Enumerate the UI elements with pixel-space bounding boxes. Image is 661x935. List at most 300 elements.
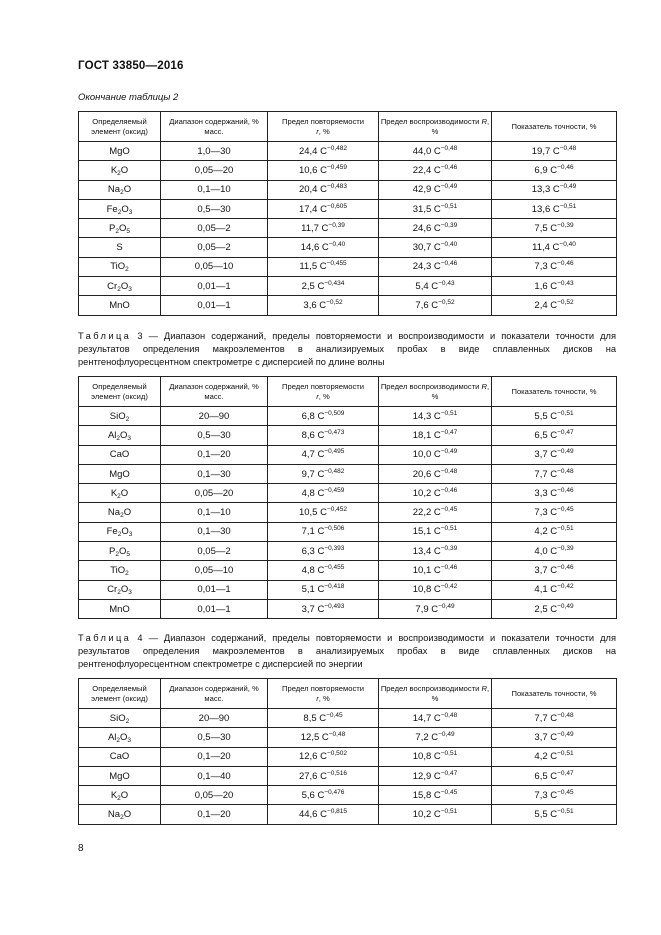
element-cell xyxy=(79,805,161,824)
accuracy-cell xyxy=(492,805,617,824)
table-row xyxy=(79,561,617,580)
element-suffix: $O_3$ xyxy=(120,429,132,442)
value-exponent: −0,48 xyxy=(328,730,346,738)
value-exponent: −0,46 xyxy=(557,486,574,494)
repeatability-cell xyxy=(268,709,379,728)
element-cell xyxy=(79,219,161,238)
element-subscript: 2 xyxy=(120,814,124,822)
accuracy-cell xyxy=(492,199,617,218)
range-cell: 0,1—20 xyxy=(161,805,268,824)
value-exponent: −0,45 xyxy=(557,506,574,514)
value-exponent: −0,459 xyxy=(324,486,345,494)
element-name: K xyxy=(110,789,118,801)
table-row xyxy=(79,805,617,824)
element-name: CaO xyxy=(109,449,130,461)
element-name: S xyxy=(116,242,123,254)
table-row xyxy=(79,142,617,161)
element-cell xyxy=(79,580,161,599)
table-4 xyxy=(78,678,617,825)
table-row xyxy=(79,728,617,747)
reproducibility-cell xyxy=(379,180,492,199)
element-name: Ti xyxy=(110,261,118,273)
value-exponent: −0,42 xyxy=(557,583,574,591)
value-exponent: −0,46 xyxy=(440,564,458,572)
value-exponent: −0,51 xyxy=(557,750,574,758)
reproducibility-cell xyxy=(379,238,492,257)
big-r-symbol: R xyxy=(481,116,488,126)
element-suffix: $O_3$ xyxy=(120,731,132,744)
table-row xyxy=(79,766,617,785)
reproducibility-cell xyxy=(379,747,492,766)
element-suffix: O xyxy=(120,487,129,499)
page-number: 8 xyxy=(78,843,84,854)
element-suffix: $O_2$ xyxy=(117,261,129,274)
element-name: Al xyxy=(107,429,117,441)
element-subscript: 2 xyxy=(115,550,119,558)
value-base: 12,6 C xyxy=(298,751,327,763)
value-exponent: −0,46 xyxy=(440,260,458,268)
value-exponent: −0,52 xyxy=(326,299,343,307)
reproducibility-cell xyxy=(379,484,492,503)
accuracy-cell xyxy=(492,709,617,728)
accuracy-cell xyxy=(492,277,617,296)
caption-text: — Диапазон содержаний, пределы повторяемости и воспроизводимости и показатели точности для результатов определения макроэлементов в анализируемых пробах в виде сплавленных дисков на рентгенофлуоресцентном спектрометре с дисперсией по длине волны xyxy=(78,331,616,367)
value-exponent: −0,815 xyxy=(326,808,348,816)
repeatability-cell xyxy=(268,728,379,747)
value-base: 1,6 C xyxy=(534,280,558,292)
value-base: 7,9 C xyxy=(415,603,439,615)
value-base: 7,3 C xyxy=(534,789,558,801)
element-cell xyxy=(79,445,161,464)
value-base: 7,2 C xyxy=(415,731,439,743)
table-row xyxy=(79,161,617,180)
repeatability-cell xyxy=(268,805,379,824)
range-cell: 0,05—20 xyxy=(161,484,268,503)
element-cell xyxy=(79,296,161,315)
value-base: 5,1 C xyxy=(301,584,325,596)
range-cell: 0,5—30 xyxy=(161,728,268,747)
table-row xyxy=(79,257,617,276)
value-base: 2,5 C xyxy=(301,280,325,292)
value-base: 15,8 C xyxy=(412,789,441,801)
value-base: 7,5 C xyxy=(534,222,558,234)
value-exponent: −0,434 xyxy=(324,279,345,287)
value-base: 22,2 C xyxy=(412,507,441,519)
value-exponent: −0,473 xyxy=(324,428,345,436)
value-exponent: −0,46 xyxy=(557,564,574,572)
col-header-element: Определяемый элемент (оксид) xyxy=(79,679,161,709)
range-cell: 0,01—1 xyxy=(161,599,268,618)
element-subscript: 2 xyxy=(125,717,130,725)
range-cell: 0,01—1 xyxy=(161,296,268,315)
value-exponent: −0,51 xyxy=(440,750,458,758)
table-2-end xyxy=(78,111,617,316)
repeatability-cell xyxy=(268,766,379,785)
value-exponent: −0,459 xyxy=(326,163,348,171)
reproducibility-cell xyxy=(379,464,492,483)
caption-number: 4 xyxy=(137,633,143,643)
repeatability-cell xyxy=(268,257,379,276)
reproducibility-cell xyxy=(379,561,492,580)
col-header-accuracy: Показатель точности, % xyxy=(492,377,617,407)
value-exponent: −0,40 xyxy=(559,241,576,249)
value-base: 27,6 C xyxy=(298,770,327,782)
accuracy-cell xyxy=(492,503,617,522)
element-subscript: 2 xyxy=(120,189,124,197)
value-exponent: −0,47 xyxy=(557,428,574,436)
table-row xyxy=(79,199,617,218)
range-cell: 0,05—2 xyxy=(161,219,268,238)
accuracy-cell xyxy=(492,599,617,618)
element-subscript: 2 xyxy=(116,434,121,442)
value-exponent: −0,39 xyxy=(557,221,574,229)
repeatability-cell xyxy=(268,542,379,561)
accuracy-cell xyxy=(492,407,617,426)
element-subscript: 2 xyxy=(125,415,130,423)
header-row xyxy=(79,112,617,142)
value-base: 6,8 C xyxy=(301,410,325,422)
element-name: Fe xyxy=(106,203,118,215)
value-exponent: −0,482 xyxy=(324,467,345,475)
value-base: 10,2 C xyxy=(412,809,441,821)
value-exponent: −0,49 xyxy=(438,602,455,610)
element-subscript: 2 xyxy=(117,589,121,597)
col-header-range: Диапазон содержаний, % масс. xyxy=(161,679,268,709)
value-base: 13,3 C xyxy=(531,184,560,196)
value-base: 13,4 C xyxy=(412,545,441,557)
repeatability-cell xyxy=(268,747,379,766)
element-subscript: 2 xyxy=(117,794,121,802)
accuracy-cell xyxy=(492,161,617,180)
element-name: MgO xyxy=(109,770,130,782)
table-3-caption xyxy=(78,330,616,369)
table-row xyxy=(79,445,617,464)
repeatability-cell xyxy=(268,238,379,257)
value-exponent: −0,51 xyxy=(557,525,574,533)
reproducibility-cell xyxy=(379,161,492,180)
repeatability-cell xyxy=(268,142,379,161)
element-name: Cr xyxy=(107,280,118,292)
element-suffix: $O_3$ xyxy=(120,280,132,293)
caption-number: 3 xyxy=(137,331,143,341)
accuracy-cell xyxy=(492,580,617,599)
value-base: 7,7 C xyxy=(534,468,558,480)
range-cell: 0,1—30 xyxy=(161,522,268,541)
table-row xyxy=(79,426,617,445)
value-exponent: −0,51 xyxy=(440,409,458,417)
value-base: 5,6 C xyxy=(301,789,325,801)
value-base: 7,7 C xyxy=(534,712,558,724)
accuracy-cell xyxy=(492,142,617,161)
element-suffix: $O_3$ xyxy=(121,526,133,539)
value-exponent: −0,39 xyxy=(440,221,458,229)
value-base: 44,6 C xyxy=(298,809,327,821)
accuracy-cell xyxy=(492,180,617,199)
value-base: 18,1 C xyxy=(412,429,441,441)
table-row xyxy=(79,277,617,296)
value-base: 6,9 C xyxy=(534,164,558,176)
reproducibility-cell xyxy=(379,786,492,805)
value-exponent: −0,43 xyxy=(438,279,455,287)
r-symbol: r xyxy=(316,391,319,401)
reproducibility-cell xyxy=(379,277,492,296)
value-exponent: −0,45 xyxy=(557,788,574,796)
accuracy-cell xyxy=(492,464,617,483)
element-subscript: 3 xyxy=(128,285,132,293)
table-row xyxy=(79,407,617,426)
reproducibility-cell xyxy=(379,142,492,161)
value-exponent: −0,48 xyxy=(440,467,458,475)
reproducibility-cell xyxy=(379,580,492,599)
value-base: 42,9 C xyxy=(412,184,441,196)
element-subscript: 5 xyxy=(126,550,130,558)
element-subscript: 2 xyxy=(117,531,122,539)
range-cell: 0,1—30 xyxy=(161,464,268,483)
element-name: P xyxy=(109,222,116,234)
value-base: 3,7 C xyxy=(534,449,558,461)
value-base: 14,3 C xyxy=(412,410,441,422)
element-subscript: 3 xyxy=(128,589,132,597)
big-r-prefix: Предел воспроизводимости xyxy=(380,683,480,693)
element-subscript: 3 xyxy=(128,208,133,216)
element-cell xyxy=(79,599,161,618)
accuracy-cell xyxy=(492,522,617,541)
reproducibility-cell xyxy=(379,199,492,218)
element-suffix: $O_2$ xyxy=(118,712,130,725)
value-base: 10,8 C xyxy=(412,751,441,763)
col-header-accuracy: Показатель точности, % xyxy=(492,112,617,142)
value-exponent: −0,49 xyxy=(557,602,574,610)
big-r-symbol: R xyxy=(481,683,488,693)
value-base: 31,5 C xyxy=(412,203,441,215)
value-exponent: −0,48 xyxy=(559,144,577,152)
element-cell xyxy=(79,766,161,785)
element-name: MnO xyxy=(109,300,130,312)
repeatability-cell xyxy=(268,580,379,599)
r-suffix: , % xyxy=(318,391,330,401)
value-base: 11,5 C xyxy=(299,261,327,273)
value-base: 44,0 C xyxy=(412,145,441,157)
value-base: 5,5 C xyxy=(534,410,558,422)
r-prefix: Предел повторяемости xyxy=(282,116,364,126)
value-base: 7,3 C xyxy=(534,261,558,273)
value-base: 10,0 C xyxy=(412,449,441,461)
value-base: 3,7 C xyxy=(301,603,325,615)
repeatability-cell xyxy=(268,503,379,522)
element-name: MgO xyxy=(109,145,130,157)
value-exponent: −0,47 xyxy=(440,769,458,777)
value-exponent: −0,495 xyxy=(324,448,345,456)
element-cell xyxy=(79,484,161,503)
value-exponent: −0,51 xyxy=(557,808,574,816)
range-cell: 0,01—1 xyxy=(161,580,268,599)
value-exponent: −0,49 xyxy=(440,183,458,191)
r-prefix: Предел повторяемости xyxy=(282,381,364,391)
repeatability-cell xyxy=(268,277,379,296)
element-cell xyxy=(79,522,161,541)
range-cell: 0,1—20 xyxy=(161,747,268,766)
value-base: 2,4 C xyxy=(534,300,558,312)
element-name: P xyxy=(109,545,116,557)
element-name: Al xyxy=(107,731,117,743)
col-header-repeatability xyxy=(268,679,379,709)
value-exponent: −0,39 xyxy=(440,544,458,552)
value-base: 20,6 C xyxy=(412,468,441,480)
value-base: 7,6 C xyxy=(415,300,439,312)
element-suffix: $O_5$ xyxy=(118,545,130,558)
value-base: 7,3 C xyxy=(534,507,558,519)
value-base: 10,2 C xyxy=(412,487,441,499)
element-name: Si xyxy=(109,712,119,724)
col-header-accuracy: Показатель точности, % xyxy=(492,679,617,709)
table-row xyxy=(79,786,617,805)
value-exponent: −0,43 xyxy=(557,279,574,287)
table-row xyxy=(79,747,617,766)
element-name: K xyxy=(110,164,118,176)
table-row xyxy=(79,542,617,561)
value-exponent: −0,48 xyxy=(440,711,458,719)
element-suffix: O xyxy=(123,184,132,196)
reproducibility-cell xyxy=(379,728,492,747)
range-cell: 0,5—30 xyxy=(161,199,268,218)
value-base: 20,4 C xyxy=(298,184,327,196)
element-cell xyxy=(79,542,161,561)
header-row xyxy=(79,377,617,407)
r-symbol: r xyxy=(316,693,319,703)
element-suffix: O xyxy=(120,164,129,176)
accuracy-cell xyxy=(492,766,617,785)
col-header-reproducibility xyxy=(379,377,492,407)
value-base: 9,7 C xyxy=(301,468,325,480)
reproducibility-cell xyxy=(379,709,492,728)
value-exponent: −0,42 xyxy=(440,583,458,591)
value-exponent: −0,51 xyxy=(559,202,577,210)
element-name: MnO xyxy=(109,603,130,615)
element-subscript: 3 xyxy=(128,531,133,539)
repeatability-cell xyxy=(268,407,379,426)
repeatability-cell xyxy=(268,522,379,541)
reproducibility-cell xyxy=(379,503,492,522)
repeatability-cell xyxy=(268,296,379,315)
big-r-symbol: R xyxy=(481,381,488,391)
value-exponent: −0,51 xyxy=(557,409,574,417)
table-row xyxy=(79,464,617,483)
value-exponent: −0,46 xyxy=(440,163,458,171)
value-base: 10,5 C xyxy=(298,507,327,519)
value-base: 15,1 C xyxy=(412,526,441,538)
value-exponent: −0,48 xyxy=(557,467,574,475)
element-cell xyxy=(79,709,161,728)
range-cell: 20—90 xyxy=(161,407,268,426)
value-exponent: −0,49 xyxy=(438,730,455,738)
value-base: 8,6 C xyxy=(301,429,325,441)
r-suffix: , % xyxy=(318,693,330,703)
element-name: Cr xyxy=(107,584,118,596)
range-cell: 0,05—2 xyxy=(161,238,268,257)
value-base: 4,2 C xyxy=(534,751,558,763)
accuracy-cell xyxy=(492,219,617,238)
value-base: 4,0 C xyxy=(534,545,558,557)
element-suffix: $O_5$ xyxy=(118,222,130,235)
value-exponent: −0,45 xyxy=(440,788,458,796)
repeatability-cell xyxy=(268,599,379,618)
value-exponent: −0,45 xyxy=(440,506,458,514)
element-name: Na xyxy=(107,809,121,821)
col-header-range: Диапазон содержаний, % масс. xyxy=(161,112,268,142)
element-cell xyxy=(79,426,161,445)
value-base: 10,8 C xyxy=(412,584,441,596)
value-exponent: −0,45 xyxy=(326,711,343,719)
value-exponent: −0,51 xyxy=(440,808,458,816)
range-cell: 0,05—20 xyxy=(161,786,268,805)
value-exponent: −0,482 xyxy=(326,144,348,152)
repeatability-cell xyxy=(268,161,379,180)
accuracy-cell xyxy=(492,238,617,257)
value-exponent: −0,52 xyxy=(438,299,455,307)
accuracy-cell xyxy=(492,426,617,445)
element-suffix: O xyxy=(123,809,132,821)
value-base: 4,7 C xyxy=(301,449,325,461)
range-cell: 0,05—20 xyxy=(161,161,268,180)
value-base: 8,5 C xyxy=(303,712,327,724)
col-header-repeatability xyxy=(268,377,379,407)
value-base: 6,3 C xyxy=(301,545,325,557)
value-base: 5,5 C xyxy=(534,809,558,821)
accuracy-cell xyxy=(492,542,617,561)
accuracy-cell xyxy=(492,257,617,276)
value-exponent: −0,455 xyxy=(324,564,345,572)
repeatability-cell xyxy=(268,219,379,238)
element-cell xyxy=(79,199,161,218)
value-exponent: −0,49 xyxy=(440,448,458,456)
element-name: CaO xyxy=(109,751,130,763)
value-exponent: −0,51 xyxy=(440,525,458,533)
repeatability-cell xyxy=(268,199,379,218)
accuracy-cell xyxy=(492,484,617,503)
header-row xyxy=(79,679,617,709)
element-cell xyxy=(79,142,161,161)
repeatability-cell xyxy=(268,180,379,199)
element-subscript: 2 xyxy=(117,285,121,293)
value-base: 14,6 C xyxy=(300,242,329,254)
table-row xyxy=(79,180,617,199)
value-base: 7,1 C xyxy=(301,526,325,538)
reproducibility-cell xyxy=(379,296,492,315)
repeatability-cell xyxy=(268,484,379,503)
value-exponent: −0,455 xyxy=(326,260,347,268)
value-base: 4,8 C xyxy=(301,487,325,499)
caption-label: Таблица xyxy=(78,633,132,643)
element-name: Fe xyxy=(106,526,118,538)
element-cell xyxy=(79,503,161,522)
value-base: 10,1 C xyxy=(412,565,441,577)
value-exponent: −0,483 xyxy=(326,183,348,191)
element-suffix: $O_3$ xyxy=(120,584,132,597)
value-exponent: −0,47 xyxy=(557,769,574,777)
element-cell xyxy=(79,180,161,199)
value-exponent: −0,502 xyxy=(326,750,348,758)
reproducibility-cell xyxy=(379,766,492,785)
value-exponent: −0,39 xyxy=(557,544,574,552)
element-subscript: 2 xyxy=(125,570,129,578)
value-base: 5,4 C xyxy=(415,280,439,292)
element-cell xyxy=(79,238,161,257)
table-row xyxy=(79,709,617,728)
value-exponent: −0,476 xyxy=(324,788,345,796)
value-exponent: −0,452 xyxy=(326,506,348,514)
value-exponent: −0,52 xyxy=(557,299,574,307)
accuracy-cell xyxy=(492,747,617,766)
